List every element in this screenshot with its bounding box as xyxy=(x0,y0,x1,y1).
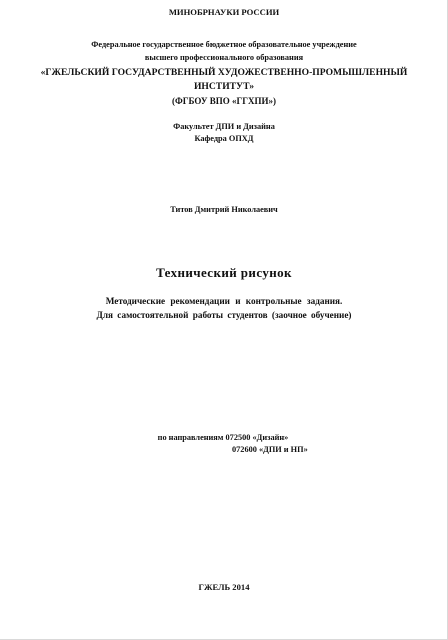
institution-name-line-2: ИНСТИТУТ» xyxy=(193,81,255,92)
subtitle-line-2: Для самостоятельной работы студентов (заочное обучение) xyxy=(96,310,352,320)
study-direction-1: по направлениям 072500 «Дизайн» xyxy=(157,433,289,442)
author-name: Титов Дмитрий Николаевич xyxy=(170,205,278,214)
ministry-name: МИНОБРНАУКИ РОССИИ xyxy=(168,7,280,17)
city-year: ГЖЕЛЬ 2014 xyxy=(198,582,250,592)
department-name: Кафедра ОПХД xyxy=(194,134,254,143)
subtitle-line-1: Методические рекомендации и контрольные задания. xyxy=(105,296,343,306)
faculty-name: Факультет ДПИ и Дизайна xyxy=(173,122,275,131)
institution-name-line: «ГЖЕЛЬСКИЙ ГОСУДАРСТВЕННЫЙ ХУДОЖЕСТВЕННО-ПРОМЫШЛЕННЫЙ xyxy=(40,67,408,78)
institution-type-line: Федеральное государственное бюджетное образовательное учреждение xyxy=(91,40,357,49)
document-title: Технический рисунок xyxy=(156,265,292,280)
institution-education-line: высшего профессионального образования xyxy=(144,53,304,62)
study-direction-2: 072600 «ДПИ и НП» xyxy=(232,445,308,454)
institution-abbreviation: (ФГБОУ ВПО «ГГХПИ») xyxy=(172,96,276,106)
